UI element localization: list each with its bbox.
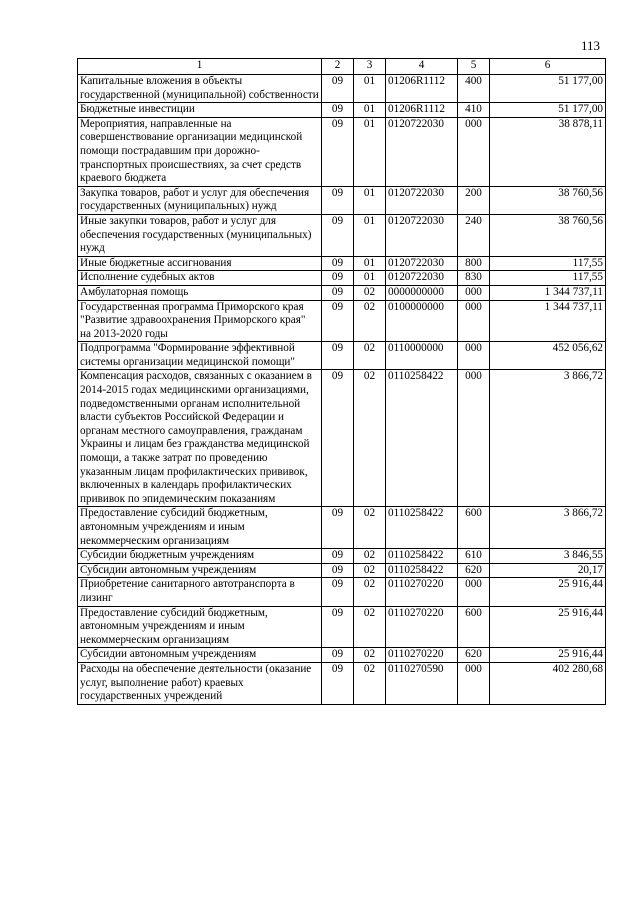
row-section: 09 <box>322 75 354 103</box>
row-target-code: 0120722030 <box>386 214 458 256</box>
row-name: Приобретение санитарного автотранспорта в лизинг <box>78 578 322 606</box>
row-section: 09 <box>322 370 354 507</box>
row-expense-type: 600 <box>458 507 490 549</box>
row-amount: 3 866,72 <box>490 370 606 507</box>
table-row <box>78 606 606 648</box>
row-expense-type: 000 <box>458 370 490 507</box>
row-amount: 51 177,00 <box>490 75 606 103</box>
row-target-code: 0110258422 <box>386 563 458 578</box>
table-row <box>78 117 606 186</box>
row-section: 09 <box>322 300 354 342</box>
row-expense-type: 800 <box>458 256 490 271</box>
row-target-code: 0100000000 <box>386 300 458 342</box>
table-row <box>78 256 606 271</box>
row-section: 09 <box>322 342 354 370</box>
row-target-code: 0110258422 <box>386 549 458 564</box>
table-row <box>78 300 606 342</box>
row-amount: 1 344 737,11 <box>490 285 606 300</box>
row-subsection: 02 <box>354 300 386 342</box>
row-name: Субсидии автономным учреждениям <box>78 648 322 663</box>
row-target-code: 0120722030 <box>386 271 458 286</box>
table-row <box>78 75 606 103</box>
row-section: 09 <box>322 271 354 286</box>
row-name: Закупка товаров, работ и услуг для обеспечения государственных (муниципальных) нужд <box>78 186 322 214</box>
row-subsection: 01 <box>354 75 386 103</box>
row-name: Предоставление субсидий бюджетным, автономным учреждениям и иным некоммерческим организациям <box>78 507 322 549</box>
row-section: 09 <box>322 563 354 578</box>
row-section: 09 <box>322 648 354 663</box>
row-target-code: 0110270220 <box>386 606 458 648</box>
row-expense-type: 000 <box>458 578 490 606</box>
table-row <box>78 662 606 704</box>
table-row <box>78 186 606 214</box>
row-name: Предоставление субсидий бюджетным, автономным учреждениям и иным некоммерческим организациям <box>78 606 322 648</box>
row-name: Иные бюджетные ассигнования <box>78 256 322 271</box>
row-expense-type: 400 <box>458 75 490 103</box>
row-section: 09 <box>322 285 354 300</box>
row-expense-type: 000 <box>458 285 490 300</box>
table-body <box>78 75 606 705</box>
table-row <box>78 578 606 606</box>
row-target-code: 0110000000 <box>386 342 458 370</box>
row-name: Расходы на обеспечение деятельности (оказание услуг, выполнение работ) краевых государственных учреждений <box>78 662 322 704</box>
row-section: 09 <box>322 549 354 564</box>
row-target-code: 0110258422 <box>386 370 458 507</box>
row-name: Подпрограмма "Формирование эффективной системы организации медицинской помощи" <box>78 342 322 370</box>
column-header: 6 <box>490 59 606 75</box>
row-amount: 38 878,11 <box>490 117 606 186</box>
budget-table <box>77 58 606 705</box>
row-subsection: 01 <box>354 271 386 286</box>
row-section: 09 <box>322 606 354 648</box>
table-row <box>78 103 606 118</box>
row-section: 09 <box>322 507 354 549</box>
row-subsection: 02 <box>354 563 386 578</box>
row-name: Капитальные вложения в объекты государственной (муниципальной) собственности <box>78 75 322 103</box>
row-amount: 452 056,62 <box>490 342 606 370</box>
row-amount: 38 760,56 <box>490 214 606 256</box>
row-target-code: 0120722030 <box>386 256 458 271</box>
row-subsection: 01 <box>354 103 386 118</box>
row-subsection: 01 <box>354 117 386 186</box>
row-target-code: 0120722030 <box>386 117 458 186</box>
row-section: 09 <box>322 578 354 606</box>
row-expense-type: 620 <box>458 563 490 578</box>
row-expense-type: 600 <box>458 606 490 648</box>
row-subsection: 01 <box>354 186 386 214</box>
row-name: Субсидии автономным учреждениям <box>78 563 322 578</box>
table-row <box>78 214 606 256</box>
row-amount: 117,55 <box>490 271 606 286</box>
row-name: Исполнение судебных актов <box>78 271 322 286</box>
column-header: 3 <box>354 59 386 75</box>
row-subsection: 01 <box>354 214 386 256</box>
row-name: Амбулаторная помощь <box>78 285 322 300</box>
row-amount: 402 280,68 <box>490 662 606 704</box>
row-target-code: 0000000000 <box>386 285 458 300</box>
row-expense-type: 200 <box>458 186 490 214</box>
column-header: 5 <box>458 59 490 75</box>
row-amount: 38 760,56 <box>490 186 606 214</box>
row-expense-type: 000 <box>458 300 490 342</box>
row-name: Мероприятия, направленные на совершенствование организации медицинской помощи пострадавшим при дорожно-транспортных происшествиях, за счет средств краевого бюджета <box>78 117 322 186</box>
row-subsection: 02 <box>354 285 386 300</box>
row-subsection: 02 <box>354 549 386 564</box>
column-header: 4 <box>386 59 458 75</box>
row-subsection: 02 <box>354 662 386 704</box>
row-name: Бюджетные инвестиции <box>78 103 322 118</box>
row-target-code: 01206R1112 <box>386 103 458 118</box>
row-amount: 51 177,00 <box>490 103 606 118</box>
row-section: 09 <box>322 256 354 271</box>
row-expense-type: 830 <box>458 271 490 286</box>
row-amount: 3 866,72 <box>490 507 606 549</box>
column-header: 2 <box>322 59 354 75</box>
row-section: 09 <box>322 662 354 704</box>
row-target-code: 0110258422 <box>386 507 458 549</box>
row-expense-type: 000 <box>458 342 490 370</box>
table-row <box>78 549 606 564</box>
table-row <box>78 370 606 507</box>
row-section: 09 <box>322 186 354 214</box>
row-name: Государственная программа Приморского края "Развитие здравоохранения Приморского края" на 2013-2020 годы <box>78 300 322 342</box>
row-amount: 117,55 <box>490 256 606 271</box>
row-expense-type: 000 <box>458 662 490 704</box>
row-amount: 25 916,44 <box>490 648 606 663</box>
table-row <box>78 563 606 578</box>
row-name: Субсидии бюджетным учреждениям <box>78 549 322 564</box>
row-subsection: 02 <box>354 578 386 606</box>
row-amount: 1 344 737,11 <box>490 300 606 342</box>
row-expense-type: 610 <box>458 549 490 564</box>
table-row <box>78 271 606 286</box>
row-amount: 20,17 <box>490 563 606 578</box>
row-name: Компенсация расходов, связанных с оказанием в 2014-2015 годах медицинскими организациями, подведомственными органам исполнительной власти субъектов Российской Федерации и органам местного самоуправления, гражданам Украины и лицам без гражданства медицинской помощи, а также затрат по проведению указанным лицам профилактических прививок, включенных в календарь профилактических прививок по эпидемическим показаниям <box>78 370 322 507</box>
table-row <box>78 648 606 663</box>
row-target-code: 0120722030 <box>386 186 458 214</box>
row-subsection: 02 <box>354 342 386 370</box>
row-subsection: 02 <box>354 370 386 507</box>
row-subsection: 01 <box>354 256 386 271</box>
table-row <box>78 507 606 549</box>
row-subsection: 02 <box>354 507 386 549</box>
page-number: 113 <box>580 38 600 53</box>
row-subsection: 02 <box>354 606 386 648</box>
row-expense-type: 620 <box>458 648 490 663</box>
row-amount: 3 846,55 <box>490 549 606 564</box>
row-subsection: 02 <box>354 648 386 663</box>
row-target-code: 0110270220 <box>386 578 458 606</box>
row-amount: 25 916,44 <box>490 606 606 648</box>
row-amount: 25 916,44 <box>490 578 606 606</box>
row-section: 09 <box>322 117 354 186</box>
row-target-code: 01206R1112 <box>386 75 458 103</box>
row-section: 09 <box>322 214 354 256</box>
row-target-code: 0110270220 <box>386 648 458 663</box>
row-target-code: 0110270590 <box>386 662 458 704</box>
table-row <box>78 285 606 300</box>
row-expense-type: 410 <box>458 103 490 118</box>
row-expense-type: 240 <box>458 214 490 256</box>
row-name: Иные закупки товаров, работ и услуг для обеспечения государственных (муниципальных) нужд <box>78 214 322 256</box>
row-section: 09 <box>322 103 354 118</box>
header-row <box>78 59 606 75</box>
row-expense-type: 000 <box>458 117 490 186</box>
column-header: 1 <box>78 59 322 75</box>
table-row <box>78 342 606 370</box>
